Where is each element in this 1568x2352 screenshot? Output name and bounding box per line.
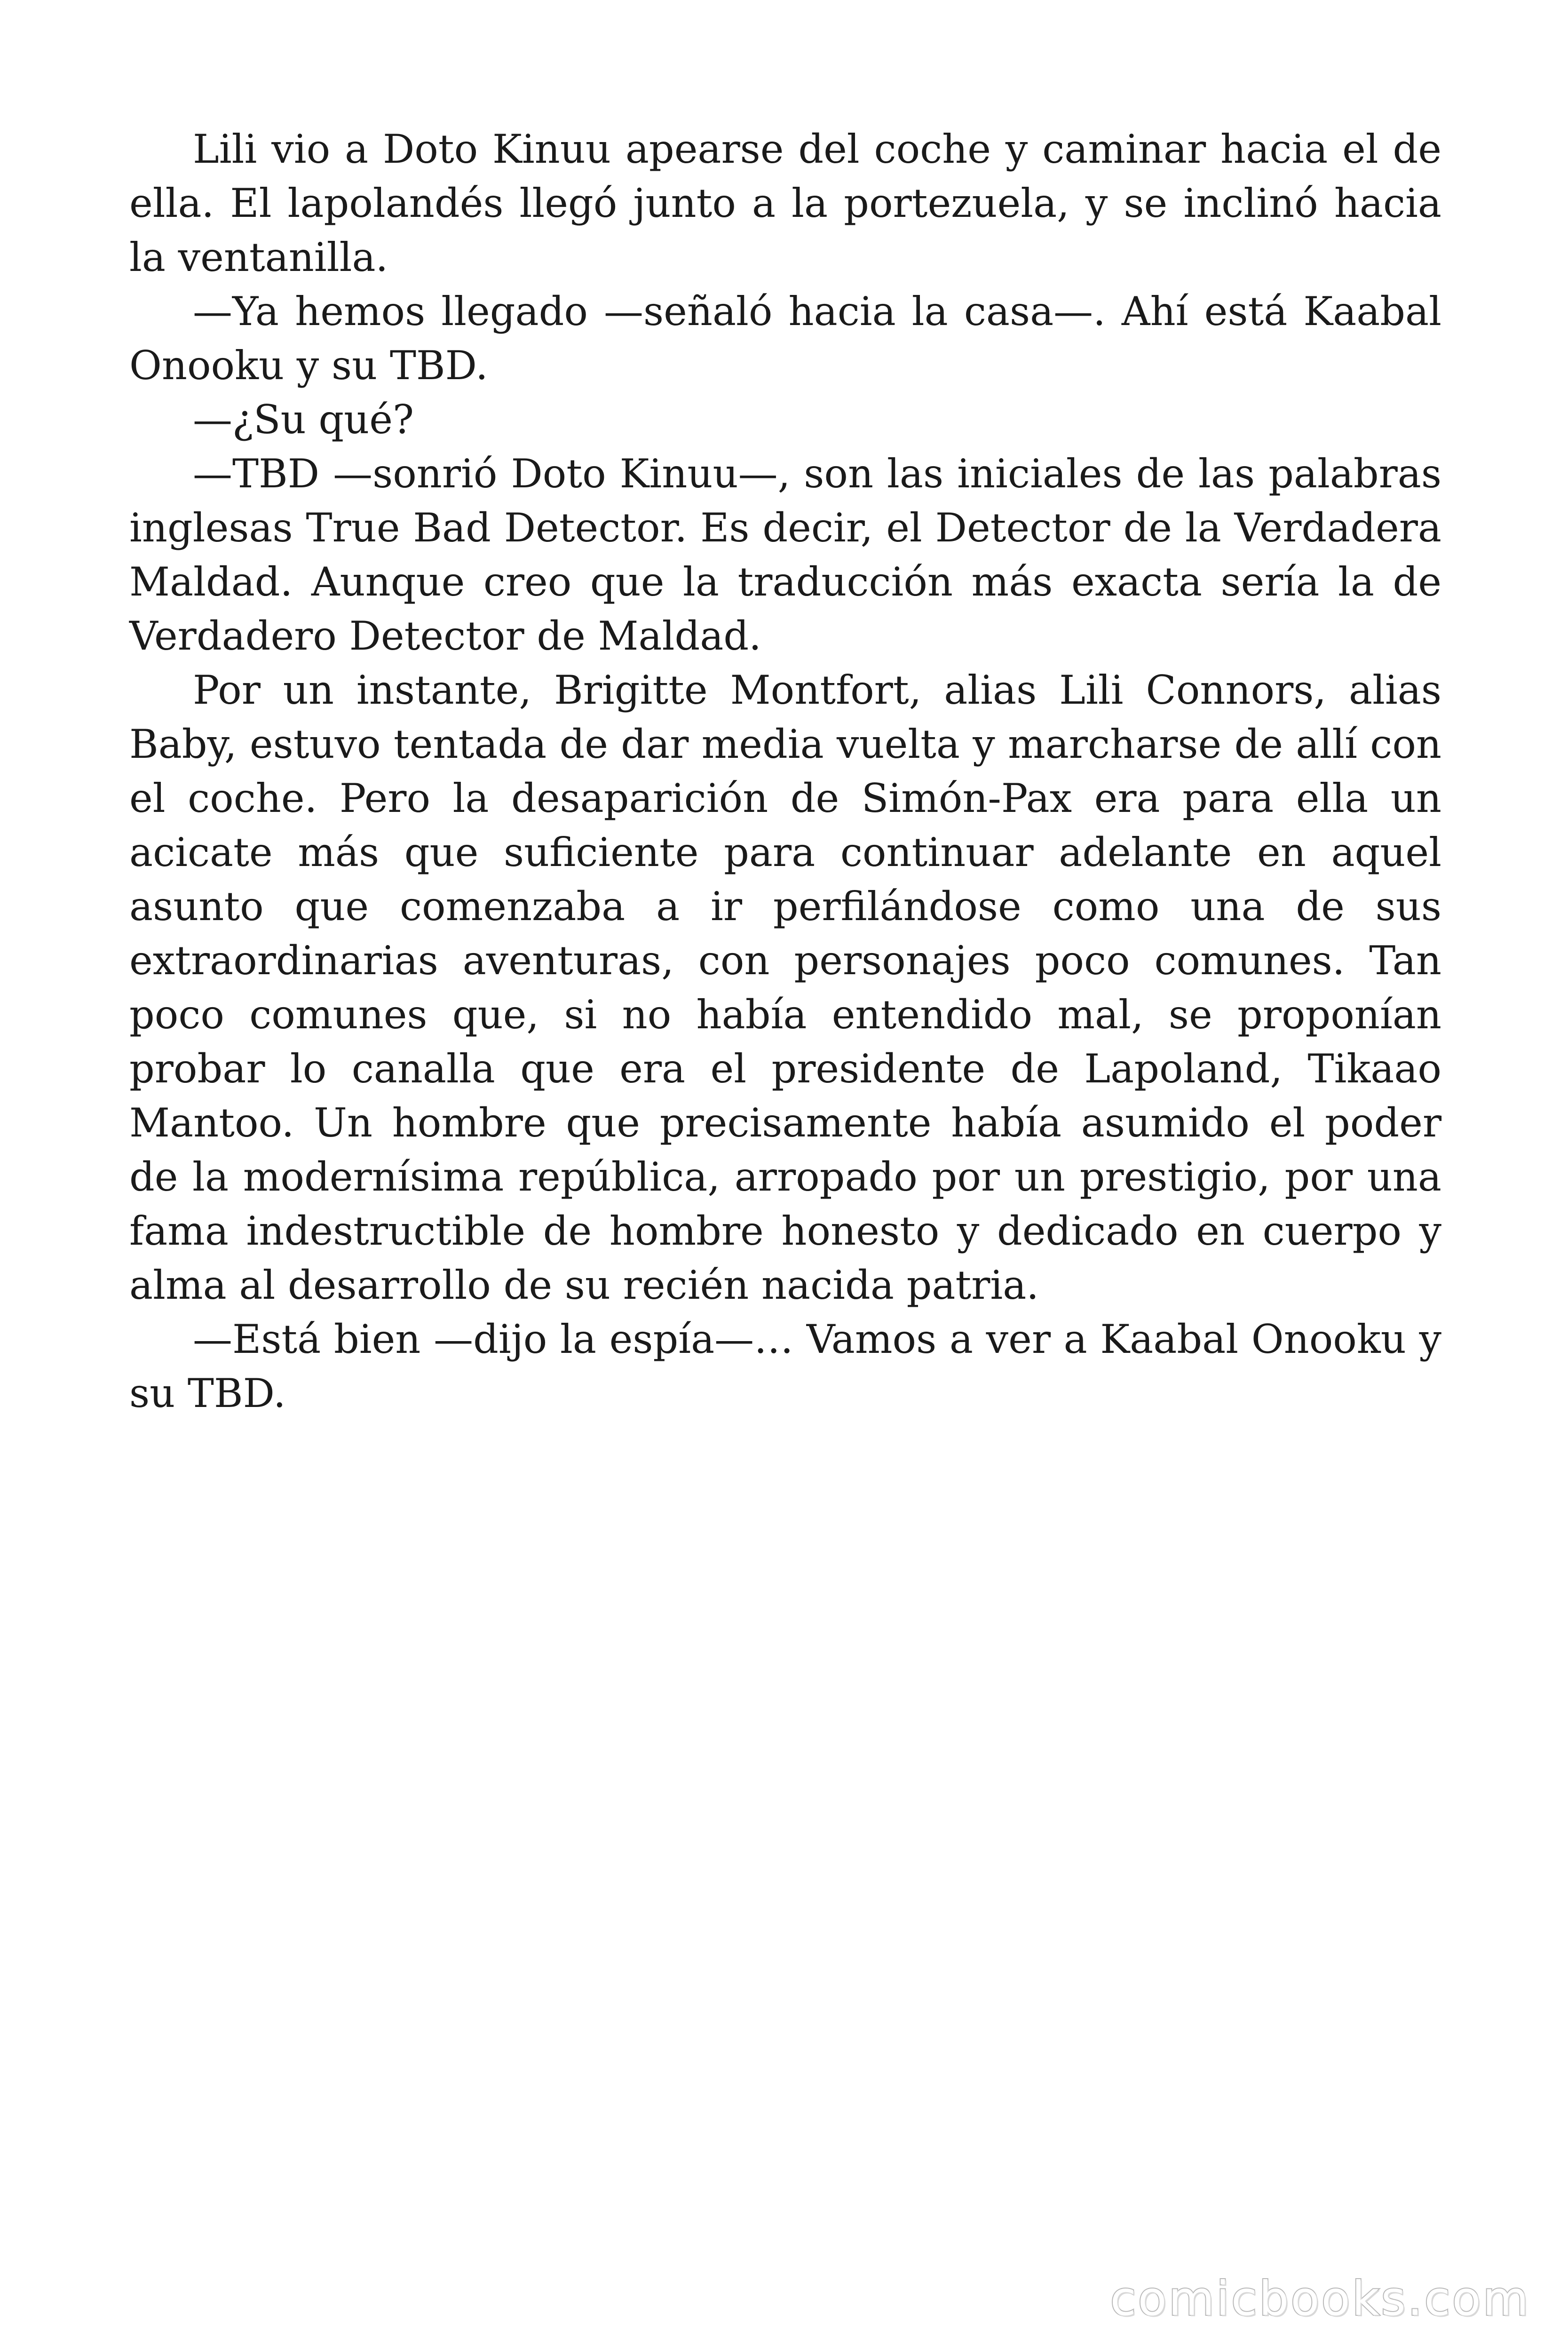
paragraph: Lili vio a Doto Kinuu apearse del coche y caminar hacia el de ella. El lapolandés llegó junto a la portezuela, y se inclinó hacia la ventanilla. xyxy=(129,126,1441,280)
watermark: comicbooks.com xyxy=(1110,2271,1530,2326)
page-body xyxy=(129,122,1441,1421)
paragraph: —Ya hemos llegado —señaló hacia la casa—. Ahí está Kaabal Onooku y su TBD. xyxy=(129,288,1441,389)
paragraph: —TBD —sonrió Doto Kinuu—, son las iniciales de las palabras inglesas True Bad Detector. Es decir, el Detector de la Verdadera Maldad. Aunque creo que la traducción más exacta sería la de Verdadero Detector de Maldad. xyxy=(129,451,1441,659)
paragraph: Por un instante, Brigitte Montfort, alias Lili Connors, alias Baby, estuvo tentada de dar media vuelta y marcharse de allí con el coche. Pero la desaparición de Simón-Pax era para ella un acicate más que suficiente para continuar adelante en aquel asunto que comenzaba a ir perfilándose como una de sus extraordinarias aventuras, con personajes poco comunes. Tan poco comunes que, si no había entendido mal, se proponían probar lo canalla que era el presidente de Lapoland, Tikaao Mantoo. Un hombre que precisamente había asumido el poder de la modernísima república, arropado por un prestigio, por una fama indestructible de hombre honesto y dedicado en cuerpo y alma al desarrollo de su recién nacida patria. xyxy=(129,667,1441,1308)
paragraph: —¿Su qué? xyxy=(193,397,414,443)
paragraph: —Está bien —dijo la espía—… Vamos a ver a Kaabal Onooku y su TBD. xyxy=(129,1316,1441,1416)
